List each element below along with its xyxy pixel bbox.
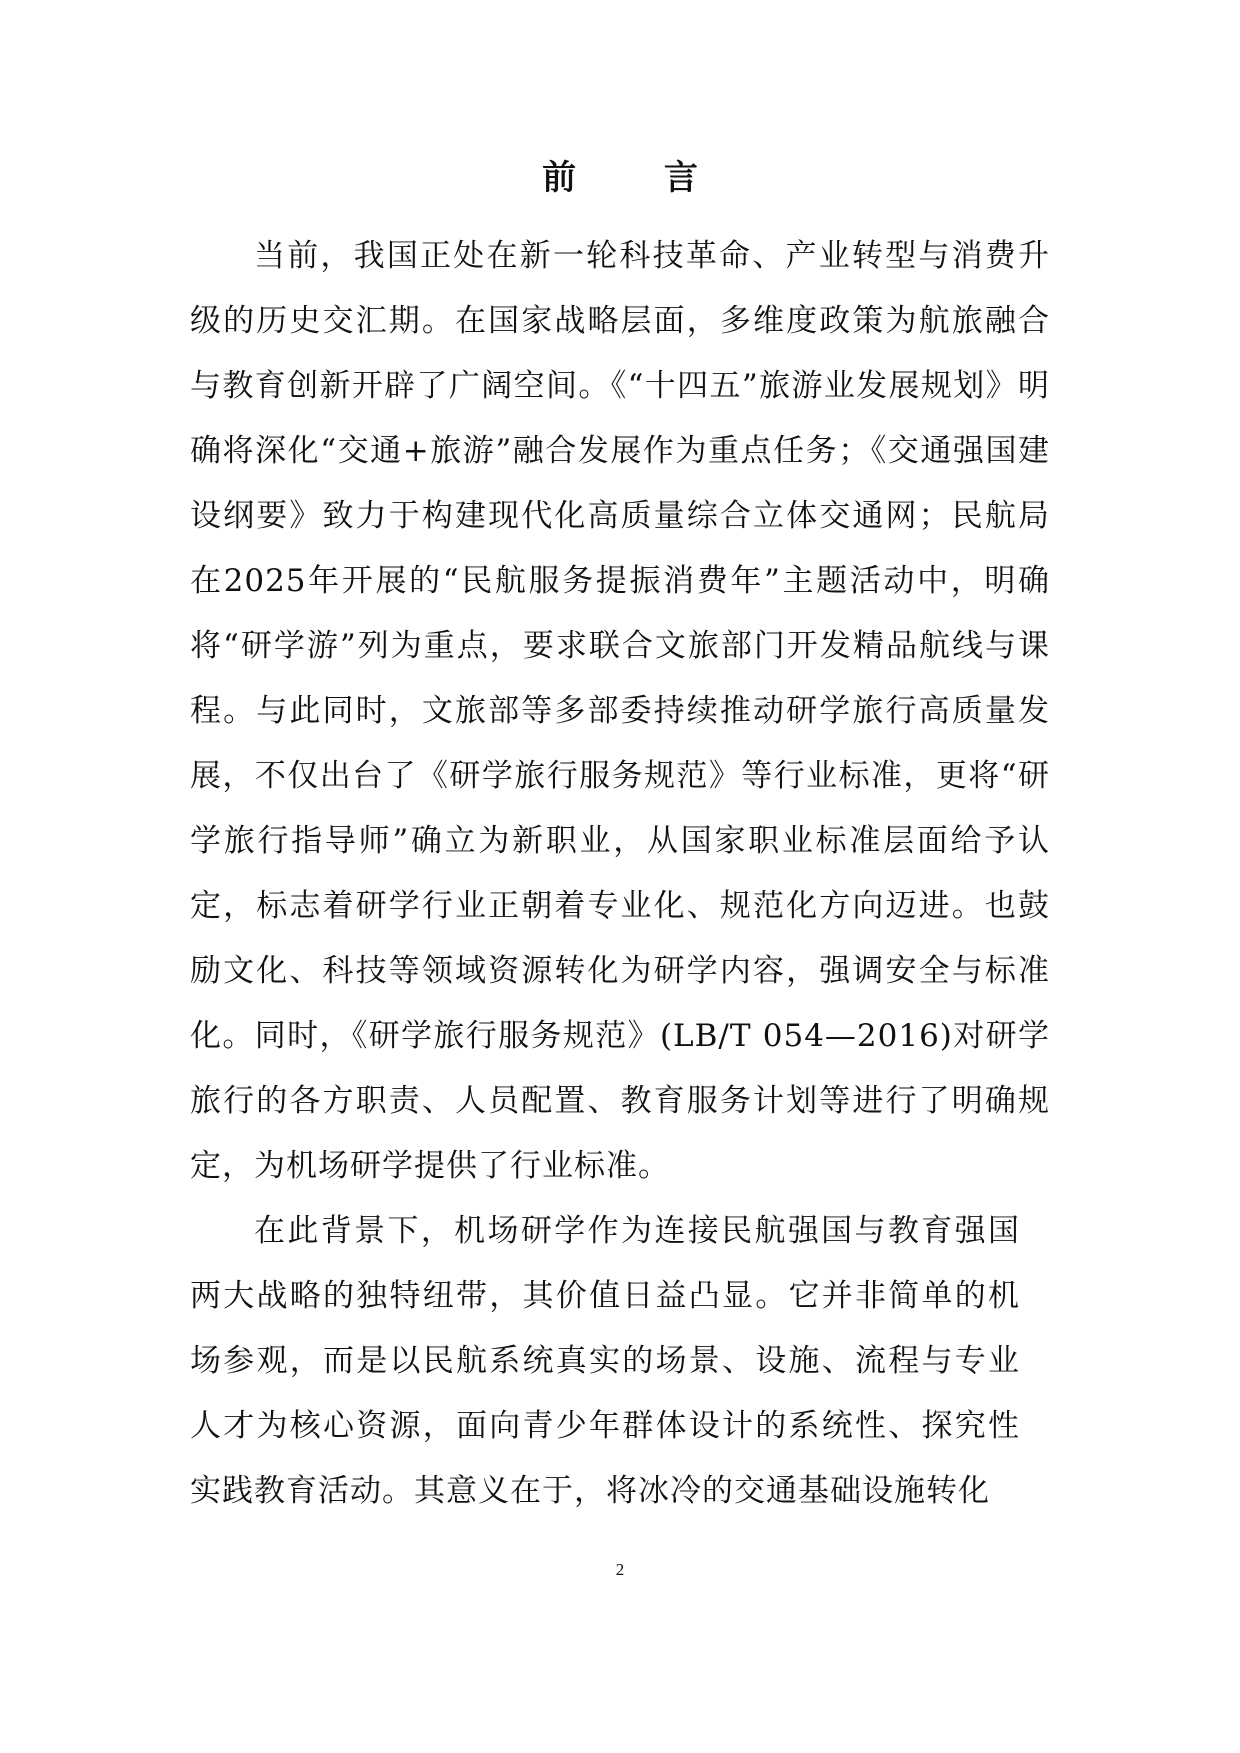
paragraph-2: 在此背景下，机场研学作为连接民航强国与教育强国两大战略的独特纽带，其价值日益凸显。它并非简单的机场参观，而是以民航系统真实的场景、设施、流程与专业人才为核心资源，面向青少年群体设计的系统性、探究性实践教育活动。其意义在于，将冰冷的交通基础设施转化 <box>190 1213 1020 1509</box>
page-number: 2 <box>615 1560 625 1579</box>
paragraph-1: 当前，我国正处在新一轮科技革命、产业转型与消费升级的历史交汇期。在国家战略层面，多维度政策为航旅融合与教育创新开辟了广阔空间。《“十四五”旅游业发展规划》明确将深化“交通+旅游”融合发展作为重点任务；《交通强国建设纲要》致力于构建现代化高质量综合立体交通网；民航局在2025年开展的“民航服务提振消费年”主题活动中，明确将“研学游”列为重点，要求联合文旅部门开发精品航线与课程。与此同时，文旅部等多部委持续推动研学旅行高质量发展，不仅出台了《研学旅行服务规范》等行业标准，更将“研学旅行指导师”确立为新职业，从国家职业标准层面给予认定，标志着研学行业正朝着专业化、规范化方向迈进。也鼓励文化、科技等领域资源转化为研学内容，强调安全与标准化。同时，《研学旅行服务规范》(LB/T 054—2016)对研学旅行的各方职责、人员配置、教育服务计划等进行了明确规定，为机场研学提供了行业标准。 <box>190 238 1050 1184</box>
body-text <box>190 224 1050 1524</box>
page-title: 前 言 <box>542 158 736 198</box>
